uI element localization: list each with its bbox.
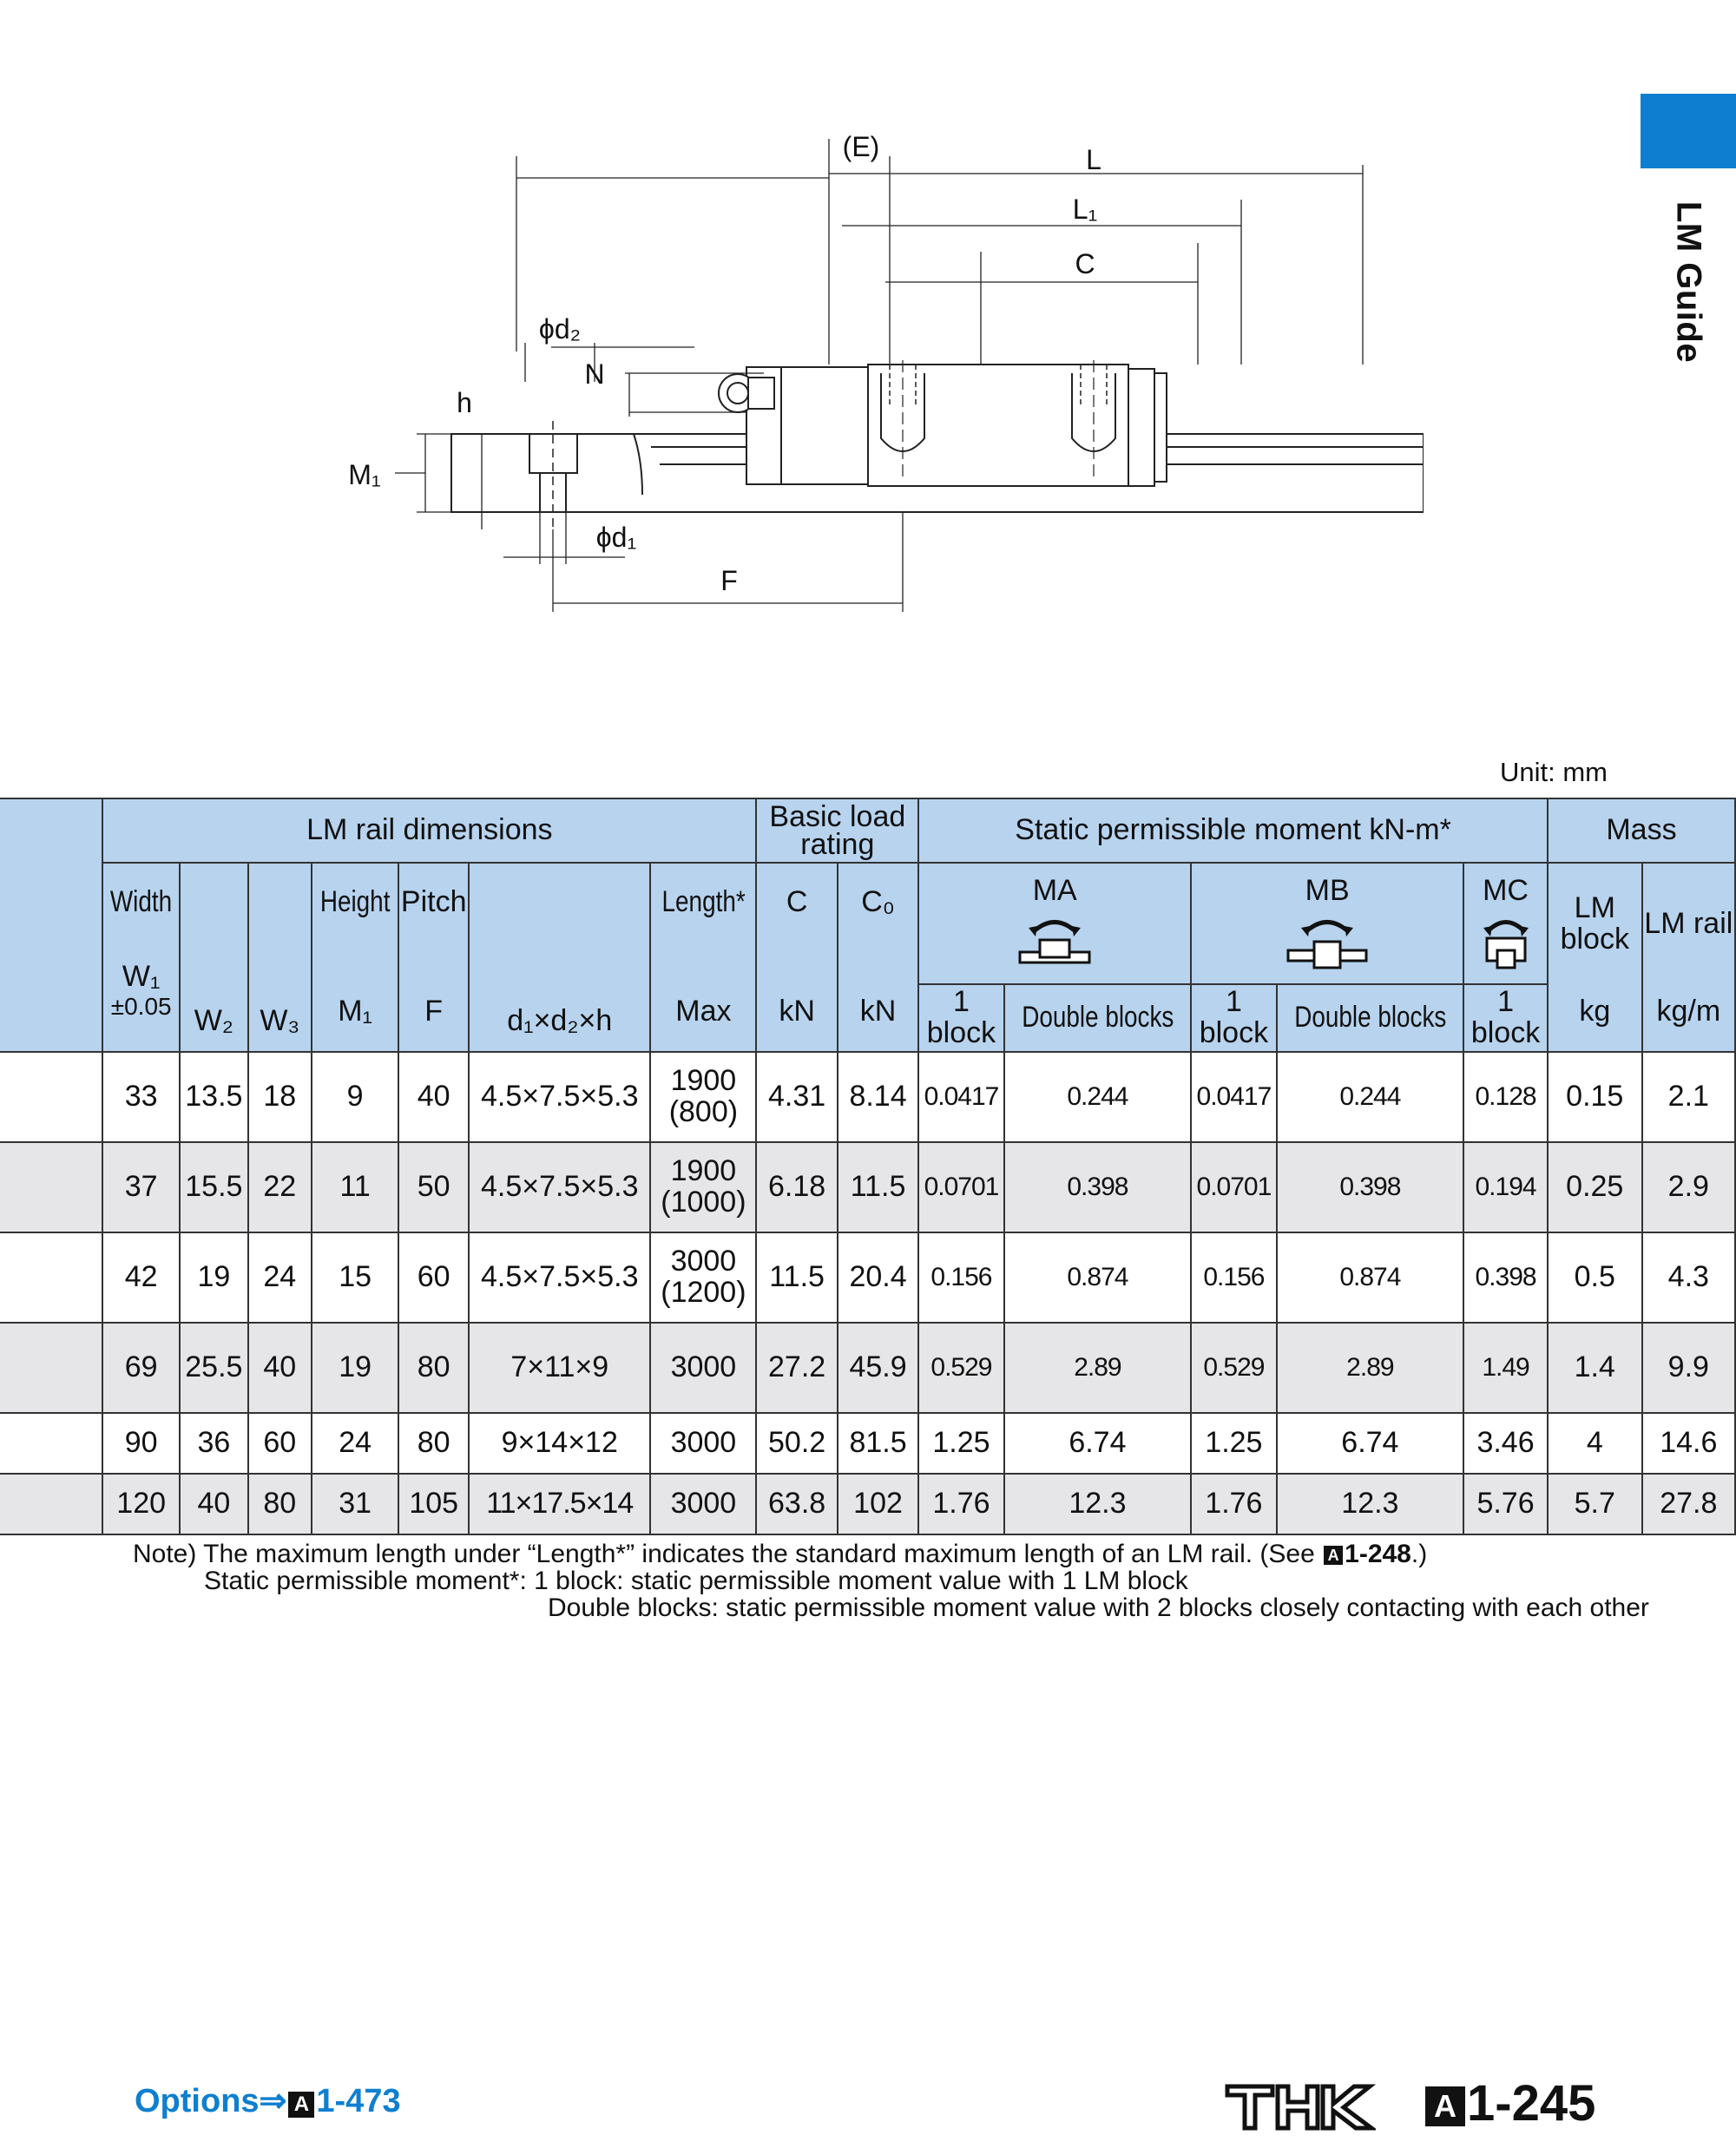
cell-rail: 14.6 (1642, 1413, 1735, 1474)
cell-mc1: 3.46 (1463, 1413, 1548, 1474)
cell-f: 105 (398, 1474, 469, 1534)
cell-mb2: 0.244 (1277, 1052, 1464, 1142)
cell-mb2: 0.398 (1277, 1142, 1464, 1232)
cell-w3: 60 (248, 1413, 312, 1474)
spec-table (0, 798, 1736, 1535)
col-mc: MC (1463, 863, 1548, 984)
cell-rail: 2.9 (1642, 1142, 1735, 1232)
cell-m1: 15 (312, 1232, 398, 1323)
mb-double-blocks: Double blocks (1277, 984, 1464, 1052)
cell-c0: 20.4 (838, 1232, 918, 1323)
cell-len: 3000 (650, 1323, 756, 1413)
cell-mb1: 0.156 (1191, 1232, 1276, 1323)
cell-mc1: 5.76 (1463, 1474, 1548, 1534)
label-f: F (720, 565, 738, 596)
cell-mc1: 1.49 (1463, 1323, 1548, 1413)
cell-len (650, 1232, 756, 1323)
model-cell (0, 1413, 102, 1474)
label-n: N (584, 358, 605, 390)
catalog-ref-icon: A (1425, 2086, 1465, 2126)
cell-mc1: 0.194 (1463, 1142, 1548, 1232)
cell-ma2: 0.874 (1004, 1232, 1192, 1323)
side-tab-label: LM Guide (1669, 200, 1708, 364)
mb-one-block: 1 block (1191, 984, 1276, 1052)
ma-moment-icon (1011, 910, 1098, 971)
cell-ma1: 0.156 (918, 1232, 1003, 1323)
cell-w3: 18 (248, 1052, 312, 1142)
label-l1: L₁ (1072, 194, 1098, 225)
cell-d: 4.5×7.5×5.3 (469, 1142, 650, 1232)
cell-w1: 42 (102, 1232, 180, 1323)
table-row (0, 1232, 1735, 1323)
mb-moment-icon (1284, 910, 1371, 971)
cell-block: 0.15 (1548, 1052, 1642, 1142)
cell-ma2: 2.89 (1004, 1323, 1192, 1413)
column-header-row (0, 863, 1735, 984)
cell-c0: 81.5 (838, 1413, 918, 1474)
table-row (0, 1142, 1735, 1232)
cell-mb2: 6.74 (1277, 1413, 1464, 1474)
cell-block: 4 (1548, 1413, 1642, 1474)
table-row (0, 1474, 1735, 1534)
cell-mb1: 1.76 (1191, 1474, 1276, 1534)
cell-d: 9×14×12 (469, 1413, 650, 1474)
cell-d: 11×17.5×14 (469, 1474, 650, 1534)
cell-ma2: 6.74 (1004, 1413, 1192, 1474)
cell-f: 60 (398, 1232, 469, 1323)
mc-moment-icon (1480, 910, 1532, 971)
unit-label: Unit: mm (1500, 757, 1608, 787)
cell-rail: 4.3 (1642, 1232, 1735, 1323)
note-line-1: Note) The maximum length under “Length*” indicates the standard maximum length of an LM rail. (See A 1-248.) (133, 1540, 1428, 1568)
cell-m1: 19 (312, 1323, 398, 1413)
cell-d: 4.5×7.5×5.3 (469, 1232, 650, 1323)
table-row (0, 1323, 1735, 1413)
cell-c0: 8.14 (838, 1052, 918, 1142)
cell-mb1: 0.0417 (1191, 1052, 1276, 1142)
cell-w1: 120 (102, 1474, 180, 1534)
label-l: L (1086, 144, 1101, 175)
cell-c0: 102 (838, 1474, 918, 1534)
cell-w2: 25.5 (180, 1323, 247, 1413)
cell-ma1: 1.25 (918, 1413, 1003, 1474)
model-cell (0, 1474, 102, 1534)
cell-block: 0.5 (1548, 1232, 1642, 1323)
group-rail-dimensions: LM rail dimensions (102, 798, 756, 863)
cell-f: 80 (398, 1413, 469, 1474)
cell-w1: 33 (102, 1052, 180, 1142)
cell-ma1: 0.0701 (918, 1142, 1003, 1232)
cell-c: 27.2 (756, 1323, 837, 1413)
col-hole-dims: d₁×d₂×h (469, 863, 650, 1052)
table-row (0, 1052, 1735, 1142)
cell-f: 40 (398, 1052, 469, 1142)
note-line-3: Double blocks: static permissible moment value with 2 blocks closely contacting with each other (548, 1593, 1649, 1622)
cell-mb1: 0.529 (1191, 1323, 1276, 1413)
col-ma: MA (918, 863, 1191, 984)
thk-logo (1224, 2081, 1376, 2133)
mc-one-block: 1 block (1463, 984, 1548, 1052)
catalog-ref-icon: A (288, 2092, 314, 2118)
cell-w3: 22 (248, 1142, 312, 1232)
cell-w3: 80 (248, 1474, 312, 1534)
cell-mb1: 1.25 (1191, 1413, 1276, 1474)
cell-d: 7×11×9 (469, 1323, 650, 1413)
cell-w3: 40 (248, 1323, 312, 1413)
col-lm-rail: LM rail kg/m (1642, 863, 1735, 1052)
model-cell (0, 1142, 102, 1232)
cell-len: 3000 (650, 1413, 756, 1474)
cell-w2: 40 (180, 1474, 247, 1534)
model-cell (0, 1052, 102, 1142)
catalog-ref-icon: A (1324, 1546, 1343, 1565)
cell-c: 50.2 (756, 1413, 837, 1474)
label-h: h (457, 387, 472, 418)
group-mass: Mass (1548, 798, 1735, 863)
cell-ma2: 12.3 (1004, 1474, 1192, 1534)
group-static-moment: Static permissible moment kN-m* (918, 798, 1548, 863)
length-max: 1900 (670, 1154, 737, 1188)
cell-ma1: 0.529 (918, 1323, 1003, 1413)
cell-ma2: 0.398 (1004, 1142, 1192, 1232)
cell-block: 5.7 (1548, 1474, 1642, 1534)
cell-mb2: 0.874 (1277, 1232, 1464, 1323)
cell-w2: 15.5 (180, 1142, 247, 1232)
label-d2: ϕd₂ (538, 313, 582, 345)
cell-d: 4.5×7.5×5.3 (469, 1052, 650, 1142)
page-number: A 1-245 (1424, 2074, 1595, 2132)
cell-len: 3000 (650, 1474, 756, 1534)
cell-w1: 90 (102, 1413, 180, 1474)
ma-double-blocks: Double blocks (1004, 984, 1192, 1052)
length-max: 1900 (670, 1064, 737, 1098)
col-length: Length* Max (650, 863, 756, 1052)
cell-mc1: 0.128 (1463, 1052, 1548, 1142)
cell-m1: 9 (312, 1052, 398, 1142)
cell-mb2: 2.89 (1277, 1323, 1464, 1413)
cell-f: 80 (398, 1323, 469, 1413)
cell-c0: 11.5 (838, 1142, 918, 1232)
col-height: Height M₁ (312, 863, 398, 1052)
model-cell (0, 1232, 102, 1323)
cell-w1: 69 (102, 1323, 180, 1413)
options-link[interactable]: Options⇒ A 1-473 (135, 2083, 401, 2119)
cell-c: 6.18 (756, 1142, 837, 1232)
length-alt: (1200) (661, 1276, 746, 1309)
col-w2: W₂ (180, 863, 247, 1052)
model-cell (0, 1323, 102, 1413)
cell-ma2: 0.244 (1004, 1052, 1192, 1142)
cell-mb1: 0.0701 (1191, 1142, 1276, 1232)
cell-m1: 31 (312, 1474, 398, 1534)
group-header-row (0, 798, 1735, 863)
cell-rail: 9.9 (1642, 1323, 1735, 1413)
cell-w2: 36 (180, 1413, 247, 1474)
side-tab[interactable] (1641, 94, 1736, 168)
col-width: Width W₁ ±0.05 (102, 863, 180, 1052)
group-load-rating: Basic load rating (756, 798, 918, 863)
length-alt: (1000) (661, 1186, 746, 1219)
col-w3: W₃ (248, 863, 312, 1052)
label-c: C (1075, 248, 1095, 279)
cell-block: 1.4 (1548, 1323, 1642, 1413)
cell-ma1: 0.0417 (918, 1052, 1003, 1142)
cell-c0: 45.9 (838, 1323, 918, 1413)
note-line-2: Static permissible moment*: 1 block: static permissible moment value with 1 LM block (204, 1567, 1188, 1595)
cell-len (650, 1052, 756, 1142)
cell-c: 11.5 (756, 1232, 837, 1323)
cell-mb2: 12.3 (1277, 1474, 1464, 1534)
label-d1: ϕd₁ (595, 522, 637, 553)
length-alt: (800) (668, 1095, 739, 1128)
cell-m1: 24 (312, 1413, 398, 1474)
cell-len (650, 1142, 756, 1232)
col-pitch: Pitch F (398, 863, 469, 1052)
cell-m1: 11 (312, 1142, 398, 1232)
col-mb: MB (1191, 863, 1463, 984)
cell-f: 50 (398, 1142, 469, 1232)
cell-rail: 27.8 (1642, 1474, 1735, 1534)
catalog-ref-link[interactable]: 1-248 (1345, 1540, 1411, 1568)
rail-dimension-drawing (330, 122, 1424, 642)
cell-block: 0.25 (1548, 1142, 1642, 1232)
cell-c: 63.8 (756, 1474, 837, 1534)
label-e: (E) (842, 131, 880, 162)
notes (133, 1540, 1649, 1622)
cell-ma1: 1.76 (918, 1474, 1003, 1534)
length-max: 3000 (670, 1245, 737, 1278)
cell-w3: 24 (248, 1232, 312, 1323)
model-header-blank (0, 798, 102, 1052)
table-row (0, 1413, 1735, 1474)
cell-rail: 2.1 (1642, 1052, 1735, 1142)
col-c: C kN (756, 863, 837, 1052)
cell-w1: 37 (102, 1142, 180, 1232)
ma-one-block: 1 block (918, 984, 1003, 1052)
cell-w2: 19 (180, 1232, 247, 1323)
label-m1: M₁ (348, 459, 381, 490)
cell-w2: 13.5 (180, 1052, 247, 1142)
cell-mc1: 0.398 (1463, 1232, 1548, 1323)
cell-c: 4.31 (756, 1052, 837, 1142)
col-lm-block: LM block kg (1548, 863, 1642, 1052)
col-c0: C₀ kN (838, 863, 918, 1052)
